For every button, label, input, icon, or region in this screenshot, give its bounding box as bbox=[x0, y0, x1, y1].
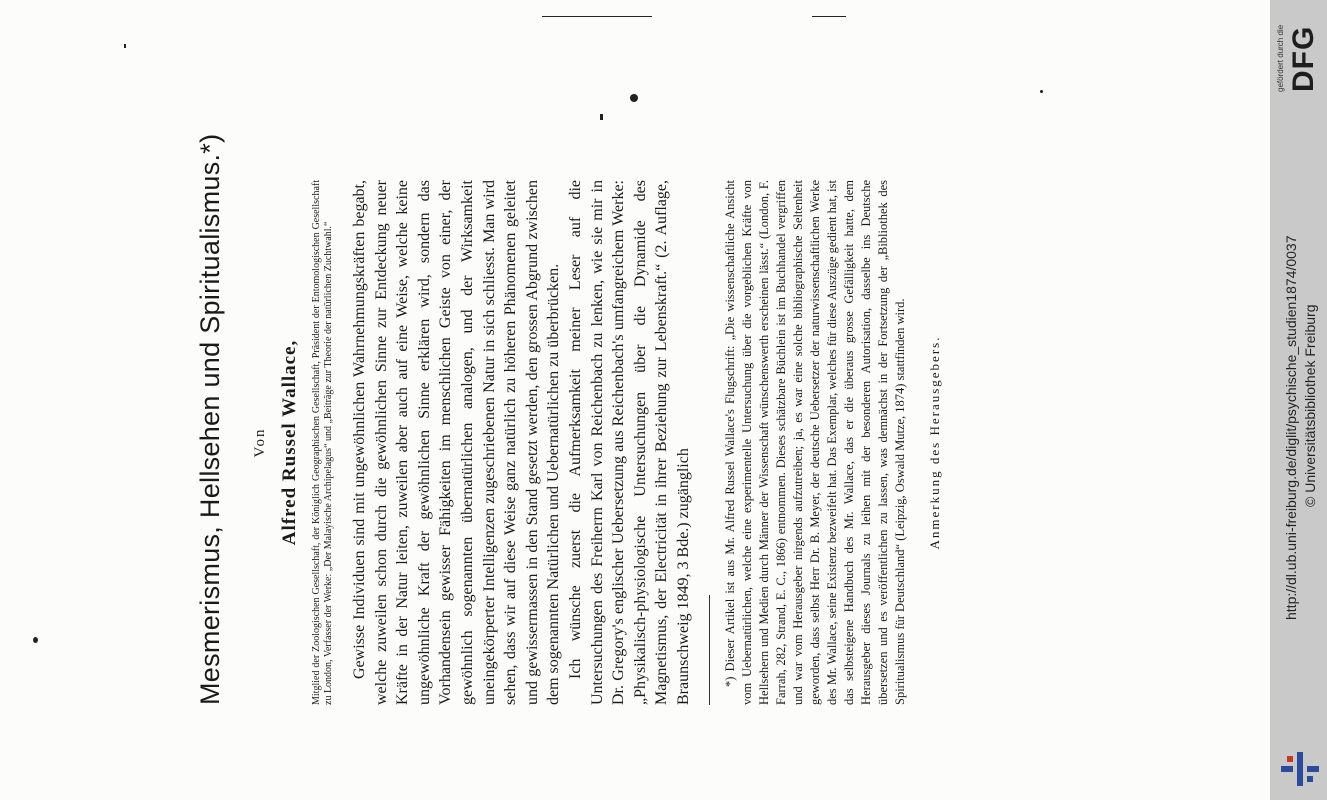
page-title: Mesmerismus, Hellsehen und Spiritualismus.*) bbox=[195, 133, 225, 705]
scan-speck bbox=[1040, 90, 1043, 93]
university-logo-icon bbox=[1281, 752, 1319, 786]
von-label: Von bbox=[252, 427, 268, 458]
permalink-url[interactable]: http://dl.ub.uni-freiburg.de/diglit/psychische_studien1874/0037 bbox=[1283, 235, 1299, 620]
author-name: Alfred Russel Wallace, bbox=[279, 339, 300, 546]
dfg-logo-icon[interactable]: DFG bbox=[1287, 25, 1320, 92]
scan-speck bbox=[124, 44, 126, 48]
footnote-signature: Anmerkung des Herausgebers. bbox=[926, 335, 942, 550]
paragraph-1: Gewisse Individuen sind mit ungewöhnlichen Wahrnehmungskräften begabt, welche zuweilen schon durch die gewöhnlichen Sinne zur Entdeckung neuer Kräfte in der Natur leiten, zuweilen aber auch auf eine Weise, welche keine ungewöhnliche Kraft der gewöhnlichen Sinne erklären wird, sondern das Vorhandensein gewisser Fähigkeiten im menschlichen Geiste von einer, der gewöhnlich sogenannten übernatürlichen analogen, und der Wirksamkeit uneingekörperter Intelligenzen zugeschriebenen Natur in sich schliesst. Man wird sehen, dass wir auf diese Weise ganz natürlich zu höheren Phänomenen geleitet und gewissermassen in den Stand gesetzt werden, den grossen Abgrund zwischen dem sogenannten Natürlichen und Uebernatürlichen zu überbrücken. bbox=[351, 180, 563, 705]
footnote-rule bbox=[709, 595, 710, 705]
scan-speck bbox=[542, 16, 652, 17]
scan-speck bbox=[630, 94, 638, 102]
rotated-text-block bbox=[195, 133, 1125, 705]
scan-speck bbox=[812, 16, 846, 17]
scan-speck bbox=[33, 637, 38, 643]
author-affiliation: Mitglied der Zoologischen Gesellschaft, der Königlich Geographischen Gesellschaft, Präsident der Entomologischen Gesellschaft zu London, Verfasser der Werke: „Der Malayische Archipelagus“ und „Beiträge zur Theorie der natürlichen Zuchtwahl.“ bbox=[311, 180, 334, 705]
copyright-notice: © Universitätsbibliothek Freiburg bbox=[1302, 304, 1318, 507]
footnote: *) Dieser Artikel ist aus Mr. Alfred Russel Wallace's Flugschrift: „Die wissenschaftliche Ansicht vom Uebernatürlichen, welche eine experimentelle Untersuchung über die vorgeblichen Kräfte von Hellsehern und Medien durch Männer der Wissenschaft wünschenswerth erscheinen lässt.“ (London, F. Farrah, 282, Strand, E. C., 1866) entnommen. Dieses schätzbare Büchlein ist im Buchhandel vergriffen und war vom Herausgeber nirgends aufzutreiben; ja, es war eine solche bibliographische Seltenheit geworden, dass selbst Herr Dr. B. Meyer, der deutsche Uebersetzer der naturwissenschaftlichen Werke des Mr. Wallace, seine Existenz bezweifelt hat. Das Exemplar, welches für diese Auszüge gedient hat, ist das selbsteigene Handbuch des Mr. Wallace, das er die überaus grosse Gefälligkeit hatte, dem Herausgeber dieses Journals zu leihen mit der besonderen Autorisation, dasselbe ins Deutsche übersetzen und es veröffentlichen zu lassen, was demnächst in der Fortsetzung der „Bibliothek des Spiritualismus für Deutschland“ (Leipzig, Oswald Mutze, 1874) stattfinden wird. bbox=[722, 180, 907, 705]
dfg-caption: gefördert durch die bbox=[1276, 24, 1285, 92]
paragraph-2: Ich wünsche zuerst die Aufmerksamkeit meiner Leser auf die Untersuchungen des Freiherrn Karl von Reichenbach zu lenken, wie sie mir in Dr. Gregory's englischer Uebersetzung aus Reichenbach's umfangreichem Werke: „Physikalisch-physiologische Untersuchungen über die Dynamide des Magnetismus, der Electricität in ihrer Beziehung zur Lebenskraft.“ (2. Auflage, Braunschweig 1849, 3 Bde.) zugänglich bbox=[566, 180, 692, 705]
scan-speck bbox=[600, 114, 603, 120]
